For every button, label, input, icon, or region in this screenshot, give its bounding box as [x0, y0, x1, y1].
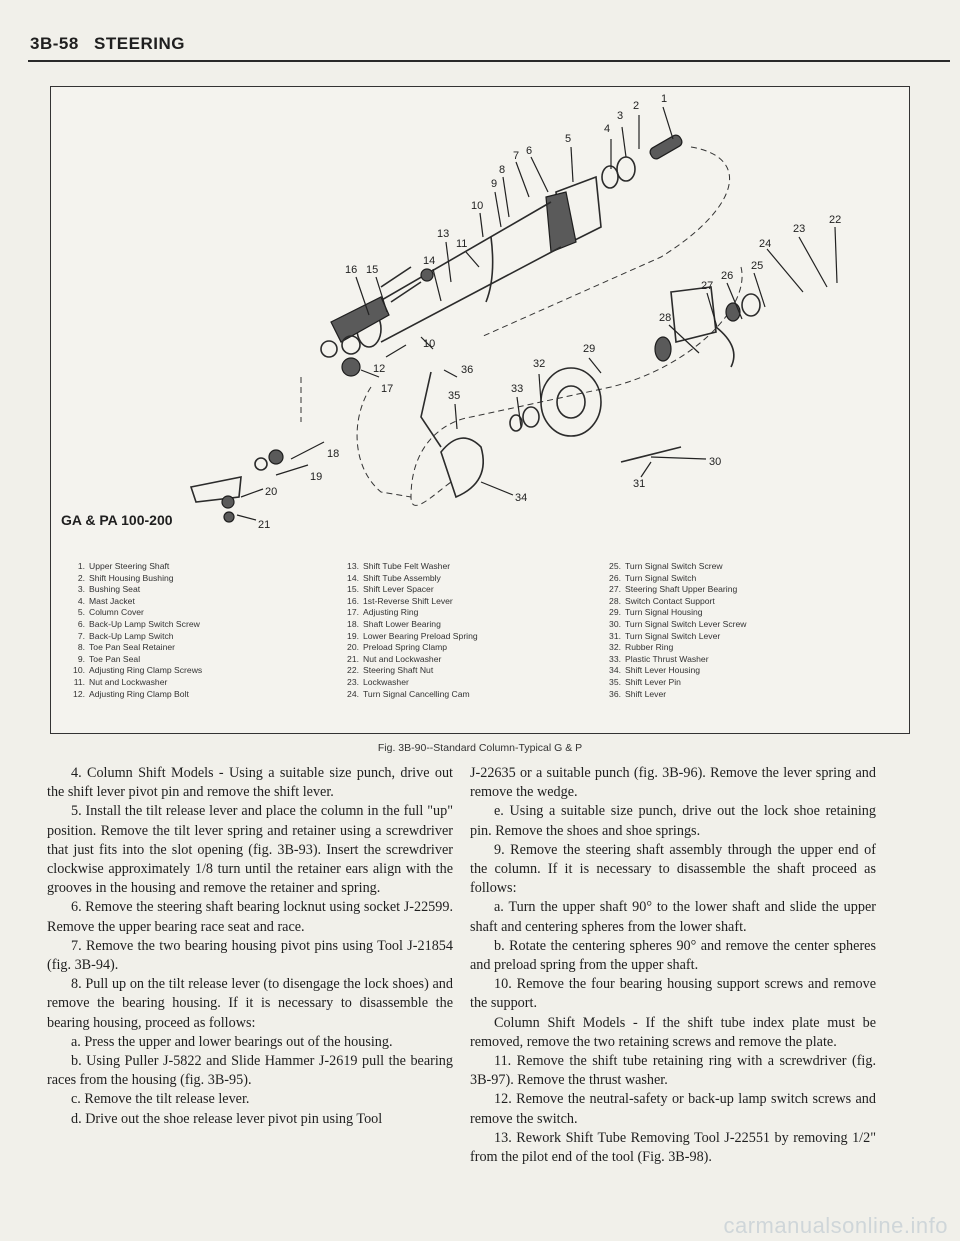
leader-29	[589, 358, 601, 373]
callout-14: 14	[423, 255, 436, 267]
leader-20	[241, 489, 263, 497]
callout-34: 34	[515, 492, 528, 504]
bushing-seat-ring	[602, 166, 618, 188]
paragraph: 7. Remove the two bearing housing pivot pins using Tool J-21854 (fig. 3B-94).	[47, 937, 453, 974]
axis-upper	[481, 147, 730, 337]
leader-23	[799, 237, 827, 287]
legend-item: 33. Plastic Thrust Washer	[609, 653, 709, 664]
paragraph: b. Rotate the centering spheres 90° and remove the center spheres and preload spring from the upper shaft.	[470, 937, 876, 974]
body-column-right	[470, 764, 876, 1167]
paragraph: J-22635 or a suitable punch (fig. 3B-96). Remove the lever spring and remove the wedge.	[470, 765, 876, 801]
paragraph: 9. Remove the steering shaft assembly through the upper end of the column. If it is necessary to disassemble the shaft proceed as follows:	[470, 841, 876, 897]
figure-caption: Fig. 3B-90--Standard Column-Typical G & P	[377, 742, 583, 754]
mast-jacket	[361, 202, 561, 342]
callout-8: 8	[499, 164, 506, 176]
toe-pan-seal-retainer	[486, 237, 493, 302]
legend-item: 8. Toe Pan Seal Retainer	[77, 642, 175, 653]
spring-clamp	[222, 496, 234, 508]
legend-item: 3. Bushing Seat	[77, 584, 141, 595]
leader-30	[651, 457, 706, 459]
callout-27: 27	[701, 280, 714, 292]
paragraph: 5. Install the tilt release lever and place the column in the full "up" position. Remove the tilt lever spring and retainer using a screwdriver that just fits into the slot opening (fig. 3B-93). Insert the screwdriver clockwise approximately 1/8 turn until the retainer ears align with the grooves in the housing and remove the retainer and spring.	[47, 803, 453, 897]
legend-item: 16. 1st-Reverse Shift Lever	[347, 595, 453, 606]
axis-left-loop	[357, 387, 411, 497]
callout-31: 31	[633, 478, 646, 490]
shaft-nut	[742, 294, 760, 316]
leader-14	[433, 269, 441, 301]
preload-spring	[255, 458, 267, 470]
leader-8	[503, 177, 509, 217]
callout-5: 5	[565, 133, 572, 145]
legend-item: 2. Shift Housing Bushing	[77, 572, 174, 583]
paragraph: d. Drive out the shoe release lever pivot pin using Tool	[71, 1110, 383, 1127]
callout-26: 26	[721, 270, 734, 282]
callout-9: 9	[491, 178, 498, 190]
legend-item: 14. Shift Tube Assembly	[347, 572, 441, 583]
callout-6: 6	[526, 145, 533, 157]
callout-18: 18	[327, 448, 340, 460]
callout-17: 17	[381, 383, 394, 395]
rubber-ring	[523, 407, 539, 427]
axis-lower	[411, 267, 742, 505]
callout-12: 12	[373, 363, 386, 375]
leader-21	[237, 515, 256, 520]
header-rule	[28, 60, 950, 62]
paragraph: 11. Remove the shift tube retaining ring with a screwdriver (fig. 3B-97). Remove the thrust washer.	[470, 1053, 876, 1089]
leader-12	[386, 345, 406, 357]
leader-5	[571, 147, 573, 182]
body-column-left	[47, 764, 453, 1129]
section-title: STEERING	[94, 34, 185, 53]
paragraph: a. Press the upper and lower bearings out of the housing.	[71, 1033, 393, 1050]
legend-item: 12. Adjusting Ring Clamp Bolt	[73, 688, 189, 699]
callout-24: 24	[759, 238, 772, 250]
leader-10	[480, 213, 483, 237]
leader-18	[291, 442, 324, 459]
callout-1: 1	[661, 93, 668, 105]
legend-item: 4. Mast Jacket	[77, 595, 135, 606]
callout-10: 10	[471, 200, 484, 212]
page-number: 3B-58	[30, 34, 79, 53]
leader-34	[481, 482, 513, 495]
callout-numbers	[258, 93, 841, 531]
legend-column-2	[341, 561, 478, 700]
paragraph: 13. Rework Shift Tube Removing Tool J-22551 by removing 1/2" from the pilot end of the tool (Fig. 3B-98).	[470, 1129, 876, 1166]
legend-column-1	[67, 561, 202, 700]
legend-item: 35. Shift Lever Pin	[609, 676, 681, 687]
column-flange	[546, 192, 576, 252]
callout-21: 21	[258, 519, 271, 531]
legend-item: 20. Preload Spring Clamp	[347, 642, 448, 653]
turn-signal-lever	[621, 447, 681, 462]
lockwasher	[726, 303, 740, 321]
callout-33: 33	[511, 383, 524, 395]
lower-shaft-end	[191, 477, 241, 502]
spacer-ring-b	[321, 341, 337, 357]
shift-lever	[421, 372, 441, 447]
paragraph: b. Using Puller J-5822 and Slide Hammer J-2619 pull the bearing races from the housing (fig. 3B-95).	[47, 1053, 453, 1089]
upper-shaft-end	[648, 133, 683, 160]
legend-item: 24. Turn Signal Cancelling Cam	[347, 688, 470, 699]
leader-32	[539, 374, 541, 402]
leader-28	[669, 325, 699, 353]
callout-28: 28	[659, 312, 672, 324]
legend-item: 10. Adjusting Ring Clamp Screws	[73, 665, 203, 676]
legend-item: 29. Turn Signal Housing	[609, 607, 703, 618]
watermark: carmanualsonline.info	[723, 1213, 948, 1238]
leader-33	[517, 397, 521, 427]
legend-item: 26. Turn Signal Switch	[609, 572, 697, 583]
legend-item: 31. Turn Signal Switch Lever	[609, 630, 721, 641]
paragraph: Column Shift Models - If the shift tube index plate must be removed, remove the two retaining screws and remove the plate.	[470, 1014, 876, 1050]
legend-item: 23. Lockwasher	[347, 676, 409, 687]
callout-13: 13	[437, 228, 450, 240]
callout-2: 2	[633, 100, 640, 112]
legend-item: 17. Adjusting Ring	[347, 607, 419, 618]
legend-column-3	[603, 561, 746, 700]
leader-19	[276, 465, 308, 475]
spacer-ring-a	[342, 336, 360, 354]
upper-bearing	[655, 337, 671, 361]
legend-item: 28. Switch Contact Support	[609, 595, 715, 606]
legend-item: 32. Rubber Ring	[609, 642, 674, 653]
legend-item: 22. Steering Shaft Nut	[347, 665, 434, 676]
callout-32: 32	[533, 358, 546, 370]
legend-item: 27. Steering Shaft Upper Bearing	[609, 584, 738, 595]
callout-23: 23	[793, 223, 806, 235]
paragraph: 10. Remove the four bearing housing support screws and remove the support.	[470, 976, 876, 1012]
switch-harness	[716, 327, 734, 367]
leader-6	[531, 157, 548, 192]
callout-19: 19	[310, 471, 323, 483]
shift-lever-housing	[441, 438, 483, 497]
paragraph: 8. Pull up on the tilt release lever (to disengage the lock shoes) and remove the bearing housing. If it is necessary to disassemble the bearing housing, proceed as follows:	[47, 976, 453, 1031]
callout-16: 16	[345, 264, 358, 276]
callout-30: 30	[709, 456, 722, 468]
switch-part	[421, 269, 433, 281]
page-header	[30, 34, 185, 54]
exploded-view-diagram	[51, 87, 908, 557]
callout-29: 29	[583, 343, 596, 355]
legend-item: 25. Turn Signal Switch Screw	[609, 561, 723, 571]
legend-item: 1. Upper Steering Shaft	[77, 561, 170, 571]
lower-bearing	[269, 450, 283, 464]
adjusting-ring	[342, 358, 360, 376]
callout-7: 7	[513, 150, 520, 162]
legend-item: 6. Back-Up Lamp Switch Screw	[77, 618, 200, 629]
paragraph: c. Remove the tilt release lever.	[71, 1091, 250, 1108]
leader-35	[455, 404, 457, 429]
paragraph: 12. Remove the neutral-safety or back-up lamp switch screws and remove the switch.	[470, 1091, 876, 1127]
callout-3: 3	[617, 110, 624, 122]
legend-item: 21. Nut and Lockwasher	[347, 653, 442, 664]
callout-20: 20	[265, 486, 278, 498]
callout-11: 11	[456, 238, 468, 250]
legend-item: 19. Lower Bearing Preload Spring	[347, 630, 478, 641]
leader-9	[495, 192, 501, 227]
legend-item: 30. Turn Signal Switch Lever Screw	[609, 618, 747, 629]
figure-box	[50, 86, 910, 734]
legend-item: 15. Shift Lever Spacer	[347, 584, 434, 595]
bushing-ring	[617, 157, 635, 181]
legend-item: 5. Column Cover	[77, 607, 144, 618]
leader-7	[516, 162, 529, 197]
callout-10-lower: 10	[423, 338, 436, 350]
paragraph: e. Using a suitable size punch, drive out the lock shoe retaining pin. Remove the shoes and shoe springs.	[470, 803, 876, 839]
leader-11	[466, 252, 479, 267]
leader-31	[641, 462, 651, 477]
legend-item: 34. Shift Lever Housing	[609, 665, 700, 676]
paragraph: a. Turn the upper shaft 90° to the lower shaft and slide the upper shaft and centering spheres from the lower shaft.	[470, 899, 876, 935]
callout-35: 35	[448, 390, 461, 402]
callout-4: 4	[604, 123, 611, 135]
paragraph: 6. Remove the steering shaft bearing locknut using socket J-22599. Remove the upper bearing race seat and race.	[47, 899, 453, 935]
legend-item: 9. Toe Pan Seal	[77, 653, 141, 664]
leader-1	[663, 107, 673, 139]
turn-signal-housing-bore	[557, 386, 585, 418]
callout-22: 22	[829, 214, 842, 226]
legend-item: 18. Shaft Lower Bearing	[347, 618, 441, 629]
legend-item: 36. Shift Lever	[609, 688, 667, 699]
legend-item: 7. Back-Up Lamp Switch	[77, 630, 174, 641]
legend-item: 11. Nut and Lockwasher	[73, 676, 168, 687]
callout-25: 25	[751, 260, 764, 272]
turn-signal-housing	[541, 368, 601, 436]
leader-24	[767, 249, 803, 292]
callout-15: 15	[366, 264, 379, 276]
callout-36: 36	[461, 364, 474, 376]
leader-36	[444, 370, 457, 377]
legend-item: 13. Shift Tube Felt Washer	[347, 561, 451, 571]
paragraph: 4. Column Shift Models - Using a suitable size punch, drive out the shift lever pivot pin and remove the shift lever.	[47, 765, 453, 801]
leader-3	[622, 127, 626, 157]
model-label: GA & PA 100-200	[61, 512, 173, 528]
nut-lockwasher	[224, 512, 234, 522]
leader-22	[835, 227, 837, 283]
